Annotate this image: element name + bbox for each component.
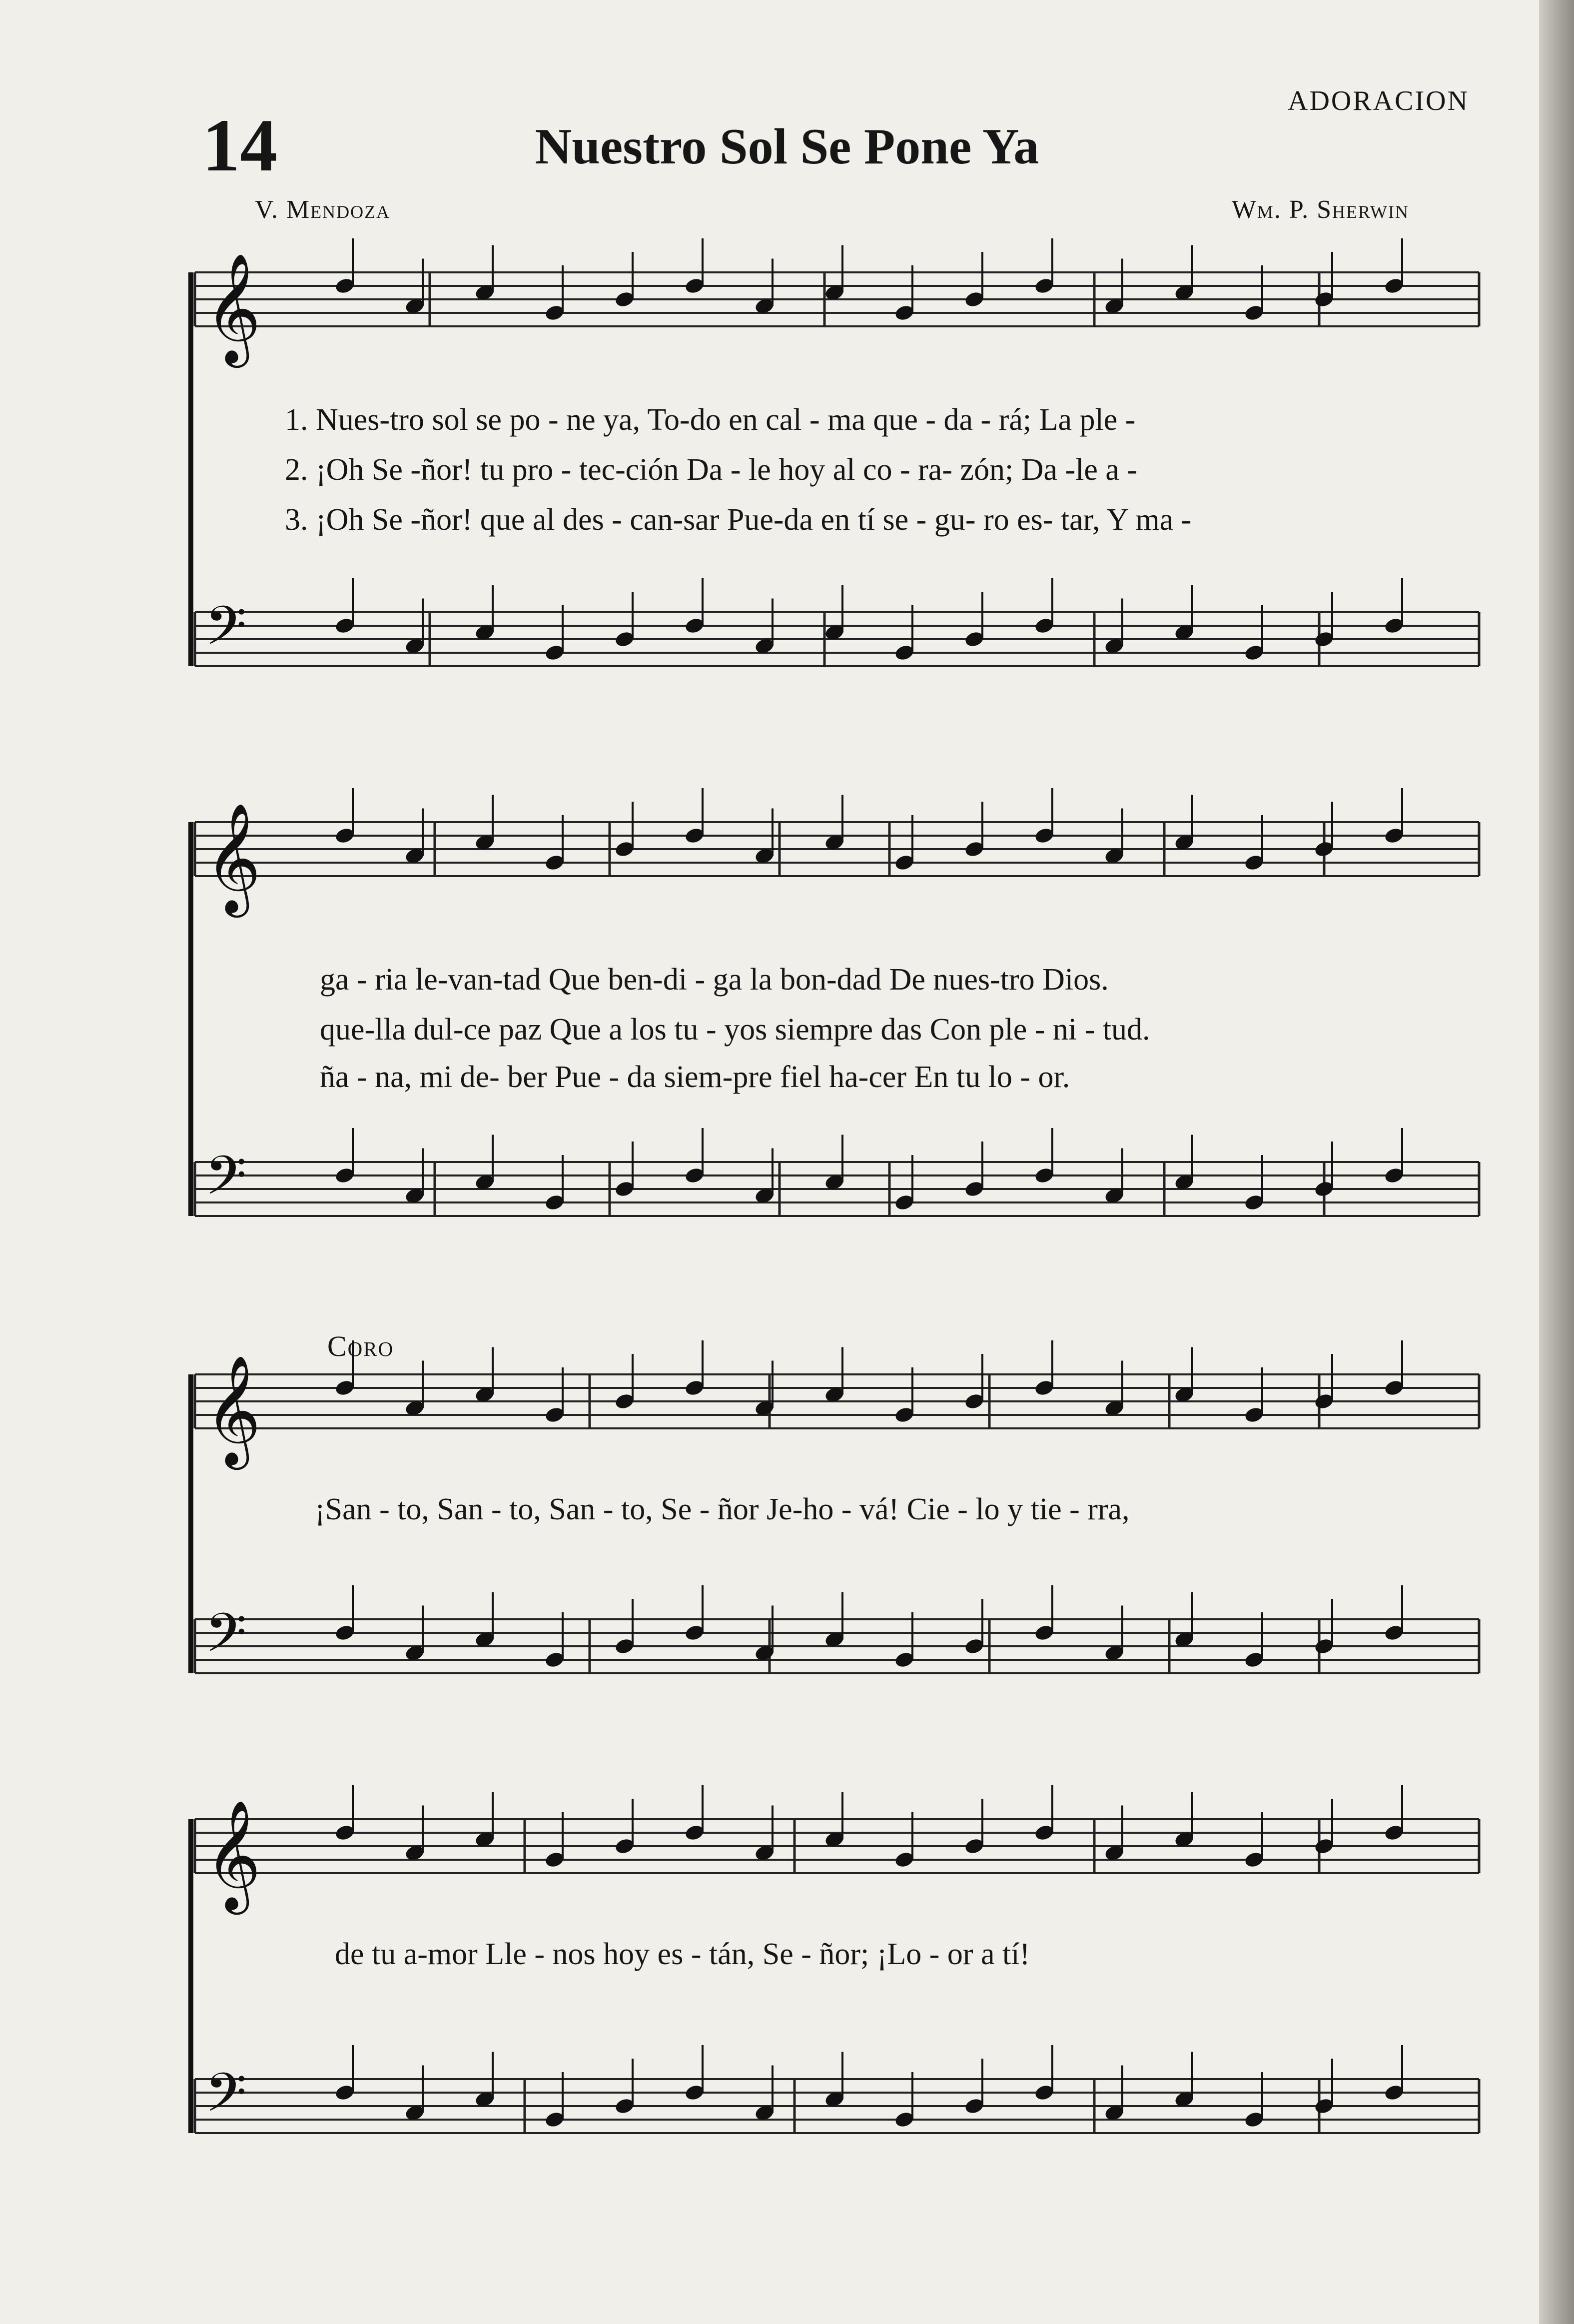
- hymn-title: Nuestro Sol Se Pone Ya: [535, 118, 1039, 175]
- verse-3-lyrics: 3. ¡Oh Se -ñor! que al des - can-sar Pue-da en tí se - gu- ro es- tar, Y ma -: [285, 503, 1192, 537]
- bass-clef-icon: 𝄢: [205, 2061, 247, 2137]
- treble-clef-icon: 𝄞: [205, 802, 261, 913]
- bass-staff-3: [195, 1619, 1479, 1673]
- bass-clef-icon: 𝄢: [205, 1144, 247, 1220]
- chorus-lyrics-line-2: de tu a-mor Lle - nos hoy es - tán, Se - ñor; ¡Lo - or a tí!: [335, 1937, 1030, 1971]
- chorus-lyrics-line-1: ¡San - to, San - to, San - to, Se - ñor Je-ho - vá! Cie - lo y tie - rra,: [315, 1492, 1130, 1526]
- chorus-label: Coro: [327, 1330, 394, 1362]
- system2-verse-3-lyrics: ña - na, mi de- ber Pue - da siem-pre fiel ha-cer En tu lo - or.: [320, 1060, 1070, 1094]
- lyricist-credit: V. Mendoza: [255, 195, 391, 224]
- bass-clef-icon: 𝄢: [205, 594, 247, 670]
- treble-clef-icon: 𝄞: [205, 1799, 261, 1910]
- composer-credit: Wm. P. Sherwin: [1231, 195, 1409, 224]
- bass-clef-icon: 𝄢: [205, 1601, 247, 1677]
- system2-verse-1-lyrics: ga - ria le-van-tad Que ben-di - ga la bon-dad De nues-tro Dios.: [320, 963, 1109, 997]
- verse-2-lyrics: 2. ¡Oh Se -ñor! tu pro - tec-ción Da - le hoy al co - ra- zón; Da -le a -: [285, 453, 1138, 487]
- treble-staff-1: [195, 272, 1479, 326]
- bass-staff-2: [195, 1162, 1479, 1216]
- treble-clef-icon: 𝄞: [205, 1354, 261, 1465]
- treble-staff-3: [195, 1374, 1479, 1428]
- treble-clef-icon: 𝄞: [205, 252, 261, 363]
- treble-staff-2: [195, 822, 1479, 876]
- section-label: ADORACION: [1288, 85, 1469, 116]
- hymn-number: 14: [202, 104, 277, 187]
- system2-verse-2-lyrics: que-lla dul-ce paz Que a los tu - yos siempre das Con ple - ni - tud.: [320, 1013, 1150, 1047]
- bass-staff-1: [195, 612, 1479, 666]
- bass-staff-4: [195, 2079, 1479, 2133]
- verse-1-lyrics: 1. Nues-tro sol se po - ne ya, To-do en cal - ma que - da - rá; La ple -: [285, 403, 1136, 437]
- treble-staff-4: [195, 1819, 1479, 1873]
